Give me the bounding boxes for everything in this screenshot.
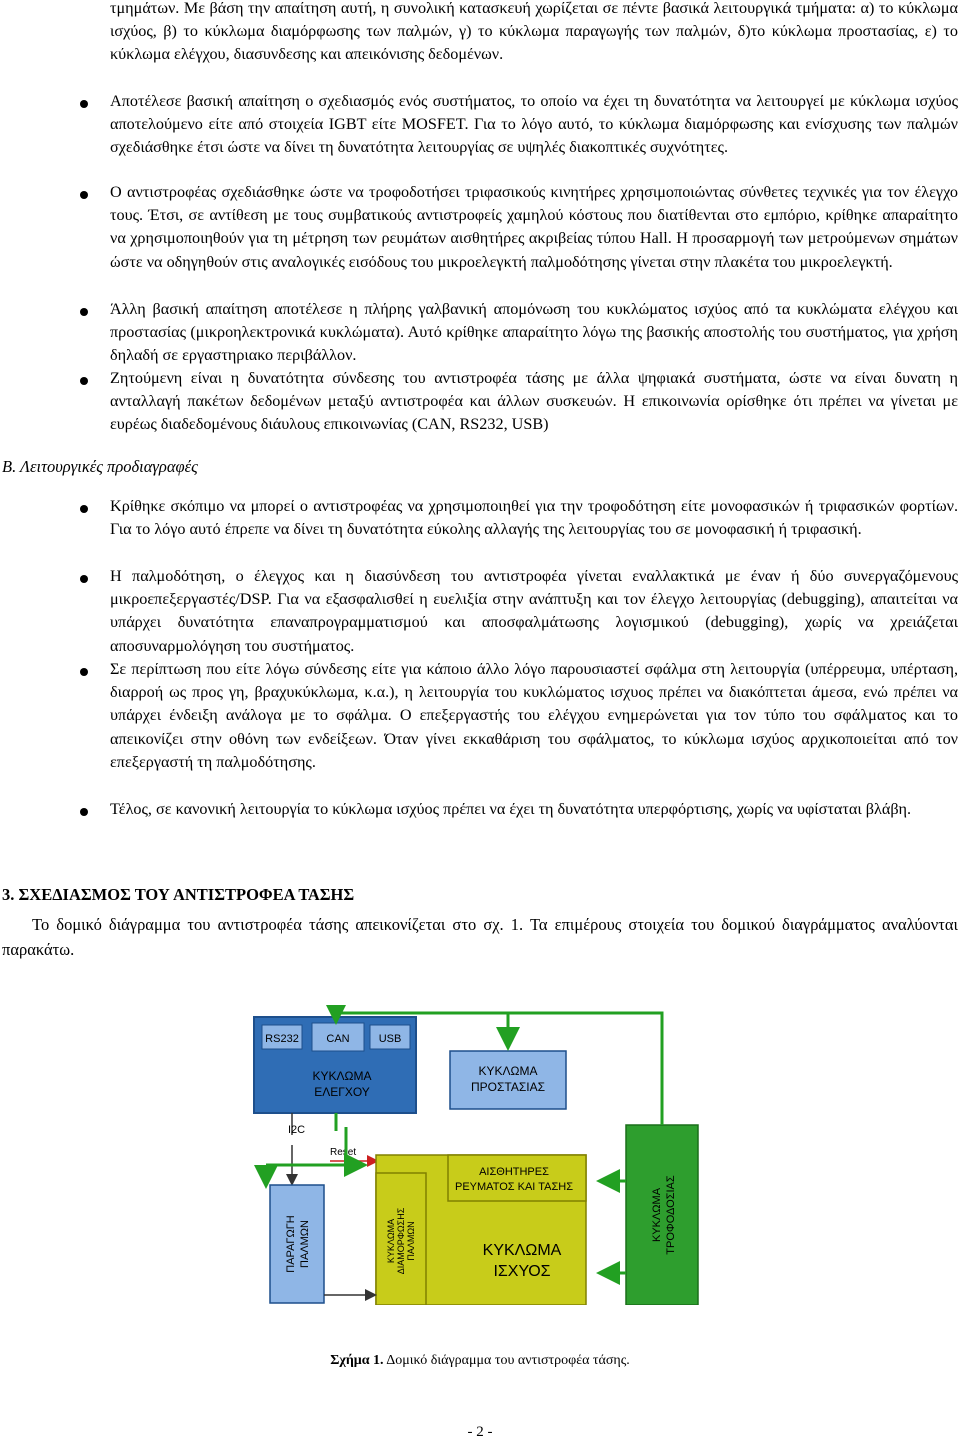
- shaping-label-3: ΠΑΛΜΩΝ: [406, 1221, 416, 1261]
- bullet-a-2: Ο αντιστροφέας σχεδιάσθηκε ώστε να τροφοδοτήσει τριφασικούς κινητήρες χρησιμοποιώντας σύνθετες τεχνικές για τον έλεγχο τους. Έτσι, σε αντίθεση με τους συμβατικούς αντιστροφείς χαμηλού κόστους που διατίθενται στο εμπόριο, κρίθηκε απαραίτητο να χρησιμοποιηθούν για τη μέτρηση των ρευμάτων αισθητήρες ακριβείας τύπου Hall. Η προσαρμογή των μετρούμενων σημάτων ώστε να οδηγηθούν στις αναλογικές εισόδους του μικροελεγκτή παλμοδότησης γίνεται στην πλακέτα του μικροελεγκτή.: [110, 183, 958, 271]
- supply-label-2: ΤΡΟΦΟΔΟΣΙΑΣ: [665, 1175, 677, 1255]
- bullet-a-1: Αποτέλεσε βασική απαίτηση ο σχεδιασμός ενός συστήματος, το οποίο να έχει τη δυνατότητα να λειτουργεί με κύκλωμα ισχύος αποτελούμενο είτε από στοιχεία IGBT είτε MOSFET. Για το λόγο αυτό, το κύκλωμα διαμόρφωσης και ενίσχυσης των παλμών σχεδιάσθηκε έτσι ώστε να δίνει τη δυνατότητα λειτουργίας σε υψηλές διακοπτικές συχνότητες.: [110, 92, 958, 157]
- bullet-marker: [80, 191, 88, 199]
- protection-block: [450, 1051, 566, 1109]
- top-paragraph: τμημάτων. Με βάση την απαίτηση αυτή, η συνολική κατασκευή χωρίζεται σε πέντε βασικά λειτουργικά τμήματα: α) το κύκλωμα ισχύος, β) το κύκλωμα διαμόρφωσης των παλμών, γ) το κύκλωμα παραγωγής των παλμών, δ)το κύκλωμα προστασίας, ε) το κύκλωμα ελέγχου, διασυνδεσης και απεικόνισης δεδομένων.: [110, 0, 958, 64]
- bullet-b-2: Η παλμοδότηση, ο έλεγχος και η διασύνδεση του αντιστροφέα γίνεται εναλλακτικά με έναν ή δύο συνεργαζόμενους μικροεπεξεργαστές/DSP. Για να εξασφαλισθεί η ευελιξία στην ανάπτυξη και τον έλεγχο λειτουργίας (debugging), απαιτείται να υπάρχει δυνατότητα επαναπρογραμματισμού και αποσφαλμάτωσης λογισμικού (debugging), χωρίς να χρειάζεται αποσυναρμολόγηση του συστήματος.: [110, 567, 958, 655]
- bullet-a-3: Άλλη βασική απαίτηση αποτέλεσε η πλήρης γαλβανική απομόνωση του κυκλώματος ισχύος από τα κυκλώματα ελέγχου και προστασίας (μικροηλεκτρονικά κυκλώματα). Αυτό κρίθηκε απαραίτητο λόγω της βασικής αποστολής του συστήματος, για χρήση δηλαδή σε εργαστηριακο περιβάλλον.: [110, 300, 958, 365]
- bullet-marker: [80, 575, 88, 583]
- bullet-marker: [80, 377, 88, 385]
- bullet-a-4: Ζητούμενη είναι η δυνατότητα σύνδεσης του αντιστροφέα τάσης με άλλα ψηφιακά συστήματα, ώστε να είναι δυνατη η ανταλλαγή πακέτων δεδομένων μεταξύ αντιστροφέα και άλλων συσκευών. Η επικοινωνία ορίσθηκε ότι πρέπει να γίνεται με ευρέως διαδεδομένους διάυλους επικοινωνίας (CAN, RS232, USB): [110, 369, 958, 434]
- can-label: CAN: [326, 1033, 350, 1045]
- control-label-2: ΕΛΕΓΧΟΥ: [314, 1085, 370, 1099]
- pulse-gen-label-2: ΠΑΛΜΩΝ: [299, 1220, 311, 1268]
- supply-block: [626, 1125, 698, 1305]
- bullet-marker: [80, 100, 88, 108]
- reset-label: Reset: [330, 1147, 357, 1158]
- figure-caption: [0, 1353, 960, 1369]
- bullet-marker: [80, 308, 88, 316]
- section-b-title: Β. Λειτουργικές προδιαγραφές: [2, 457, 198, 476]
- page-number: - 2 -: [467, 1424, 493, 1440]
- power-label-1: ΚΥΚΛΩΜΑ: [482, 1242, 562, 1259]
- protection-label-2: ΠΡΟΣΤΑΣΙΑΣ: [470, 1080, 546, 1094]
- shaping-label-2: ΔΙΑΜΟΡΦΩΣΗΣ: [396, 1207, 406, 1275]
- usb-label: USB: [378, 1033, 402, 1045]
- bullet-marker: [80, 808, 88, 816]
- caption-text: Δομικό διάγραμμα του αντιστροφέα τάσης.: [386, 1353, 630, 1368]
- section-3-title: [2, 885, 354, 905]
- control-label-1: ΚΥΚΛΩΜΑ: [312, 1069, 372, 1083]
- supply-label-1: ΚΥΚΛΩΜΑ: [651, 1187, 663, 1243]
- pulse-gen-label-1: ΠΑΡΑΓΩΓΗ: [285, 1215, 297, 1273]
- control-block: [254, 1017, 416, 1113]
- bullet-marker: [80, 668, 88, 676]
- shaping-label-1: ΚΥΚΛΩΜΑ: [386, 1218, 396, 1264]
- protection-label-1: ΚΥΚΛΩΜΑ: [478, 1064, 538, 1078]
- bullet-b-1: Κρίθηκε σκόπιμο να μπορεί ο αντιστροφέας να χρησιμοποιηθεί για την τροφοδότηση είτε μονοφασικών ή τριφασικών φορτίων. Για το λόγο αυτό έπρεπε να δίνει τη δυνατότητα εύκολης αλλαγής της λειτουργίας του σε μονοφασική ή τριφασική.: [110, 497, 958, 539]
- rs232-label: RS232: [265, 1033, 299, 1045]
- power-block: [376, 1155, 586, 1305]
- bullet-b-4: Τέλος, σε κανονική λειτουργία το κύκλωμα ισχύος πρέπει να έχει τη δυνατότητα υπερφόρτισης, χωρίς να υφίσταται βλάβη.: [110, 800, 912, 818]
- section-3-intro: Το δομικό διάγραμμα του αντιστροφέα τάσης απεικονίζεται στο σχ. 1. Τα επιμέρους στοιχεία του δομικού διαγράμματος αναλύονται παρακάτω.: [2, 915, 958, 959]
- power-label-2: ΙΣΧΥΟΣ: [493, 1263, 551, 1280]
- sensors-label-1: ΑΙΣΘΗΤΗΡΕΣ: [479, 1166, 549, 1178]
- i2c-label: I2C: [288, 1124, 306, 1136]
- caption-label: Σχήμα 1.: [330, 1353, 384, 1368]
- section-3-title-text: 3. ΣΧΕΔΙΑΣΜΟΣ ΤΟΥ ΑΝΤΙΣΤΡΟΦΕΑ ΤΑΣΗΣ: [2, 885, 355, 904]
- bullet-b-3: Σε περίπτωση που είτε λόγω σύνδεσης είτε για κάποιο άλλο λόγο παρουσιαστεί σφάλμα στη λειτουργία (υπέρρευμα, υπέρταση, διαρροή ως προς γη, βραχυκύκλωμα, κ.α.), η λειτουργία του κυκλώματος ισχυος πρέπει να διακόπτεται άμεσα, ενώ πρέπει να υπάρχει ένδειξη ανάλογα με το σφάλμα. Ο επεξεργαστής του ελέγχου ενημερώνεται για τον τύπο του σφάλματος και το απεικονίζει στην οθόνη των ενδείξεων. Όταν γίνει εκκαθάριση του σφάλματος, το κύκλωμα ισχύος αρχικοποιείται από τον επεξεργαστή τη παλμοδότησης.: [110, 660, 958, 771]
- block-diagram: [252, 1005, 702, 1305]
- pulse-generation-block: [270, 1185, 324, 1303]
- sensors-label-2: ΡΕΥΜΑΤΟΣ ΚΑΙ ΤΑΣΗΣ: [455, 1181, 573, 1193]
- bullet-marker: [80, 505, 88, 513]
